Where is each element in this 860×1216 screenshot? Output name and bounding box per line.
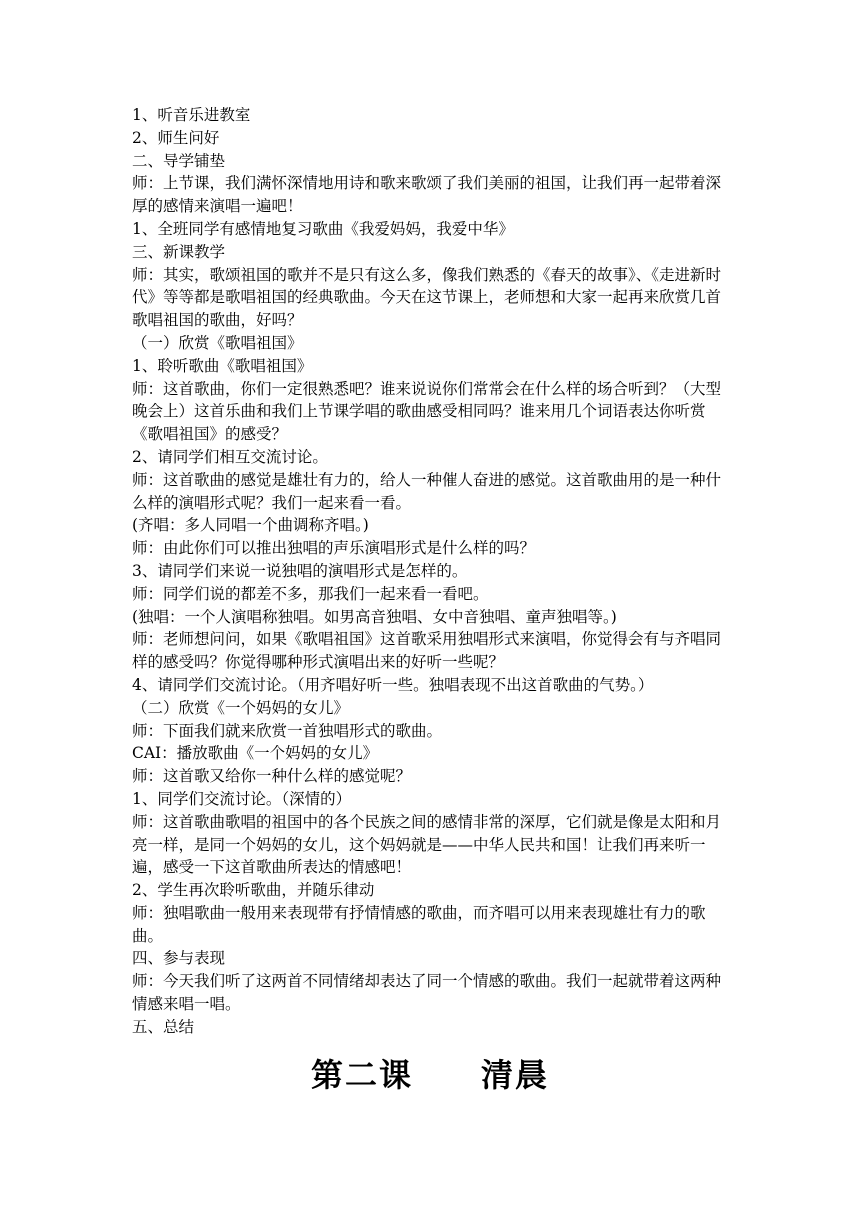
step-discussion: 4、请同学们交流讨论。（用齐唱好听一些。独唱表现不出这首歌曲的气势。） — [132, 675, 654, 694]
teacher-line: 师：这首歌曲的感觉是雄壮有力的，给人一种催人奋进的感觉。这首歌曲用的是一种什么样的演唱形式呢？我们一起来看一看。 — [132, 470, 722, 512]
step-discussion: 2、请同学们相互交流讨论。 — [132, 447, 328, 466]
teacher-line: 师：下面我们就来欣赏一首独唱形式的歌曲。 — [132, 721, 443, 740]
teacher-line: 师：这首歌曲，你们一定很熟悉吧？谁来说说你们常常会在什么样的场合听到？（大型晚会上）这首乐曲和我们上节课学唱的歌曲感受相同吗？谁来用几个词语表达你听赏《歌唱祖国》的感受？ — [132, 379, 722, 444]
step-review-song: 1、全班同学有感情地复习歌曲《我爱妈妈，我爱中华》 — [132, 219, 514, 238]
teacher-line: 师：其实，歌颂祖国的歌并不是只有这么多，像我们熟悉的《春天的故事》、《走进新时代》等等都是歌唱祖国的经典歌曲。今天在这节课上，老师想和大家一起再来欣赏几首歌唱祖国的歌曲，好吗？ — [132, 265, 722, 330]
teacher-line: 师：同学们说的都差不多，那我们一起来看一看吧。 — [132, 584, 489, 603]
step-greeting: 2、师生问好 — [132, 128, 220, 147]
subsection-heading: （一）欣赏《歌唱祖国》 — [132, 333, 303, 352]
teacher-line: 师：由此你们可以推出独唱的声乐演唱形式是什么样的吗？ — [132, 539, 536, 558]
section-heading-new-lesson: 三、新课教学 — [132, 242, 226, 261]
step-discussion: 3、请同学们来说一说独唱的演唱形式是怎样的。 — [132, 561, 468, 580]
definition-note: (齐唱：多人同唱一个曲调称齐唱。) — [132, 516, 369, 535]
step-discussion: 1、同学们交流讨论。（深情的） — [132, 789, 352, 808]
definition-note: (独唱：一个人演唱称独唱。如男高音独唱、女中音独唱、童声独唱等。) — [132, 607, 617, 626]
teacher-line: 师：独唱歌曲一般用来表现带有抒情情感的歌曲，而齐唱可以用来表现雄壮有力的歌曲。 — [132, 903, 706, 945]
lesson-title: 第二课 清晨 — [310, 1056, 549, 1094]
section-heading-participation: 四、参与表现 — [132, 949, 226, 968]
section-heading-summary: 五、总结 — [132, 1017, 195, 1036]
teacher-line: 师：老师想问问，如果《歌唱祖国》这首歌采用独唱形式来演唱，你觉得会有与齐唱同样的感受吗？你觉得哪种形式演唱出来的好听一些呢？ — [132, 630, 722, 672]
step-listen-music: 1、听音乐进教室 — [132, 106, 251, 124]
teacher-line: 师：今天我们听了这两首不同情绪却表达了同一个情感的歌曲。我们一起就带着这两种情感来唱一唱。 — [132, 972, 722, 1014]
teacher-line: 师：这首歌曲歌唱的祖国中的各个民族之间的感情非常的深厚，它们就是像是太阳和月亮一样，是同一个妈妈的女儿，这个妈妈就是——中华人民共和国！让我们再来听一遍，感受一下这首歌曲所表达的情感吧！ — [132, 812, 722, 877]
teacher-line: 师：这首歌又给你一种什么样的感觉呢？ — [132, 767, 412, 786]
cai-note: CAI：播放歌曲《一个妈妈的女儿》 — [132, 744, 379, 763]
step-listen-song: 1、聆听歌曲《歌唱祖国》 — [132, 356, 313, 375]
step-listen-again: 2、学生再次聆听歌曲，并随乐律动 — [132, 881, 375, 900]
subsection-heading: （二）欣赏《一个妈妈的女儿》 — [132, 698, 350, 717]
lesson-plan-body — [132, 104, 732, 1039]
teacher-line: 师：上节课，我们满怀深情地用诗和歌来歌颂了我们美丽的祖国，让我们再一起带着深厚的感情来演唱一遍吧！ — [132, 174, 722, 216]
section-heading-intro: 二、导学铺垫 — [132, 151, 226, 170]
